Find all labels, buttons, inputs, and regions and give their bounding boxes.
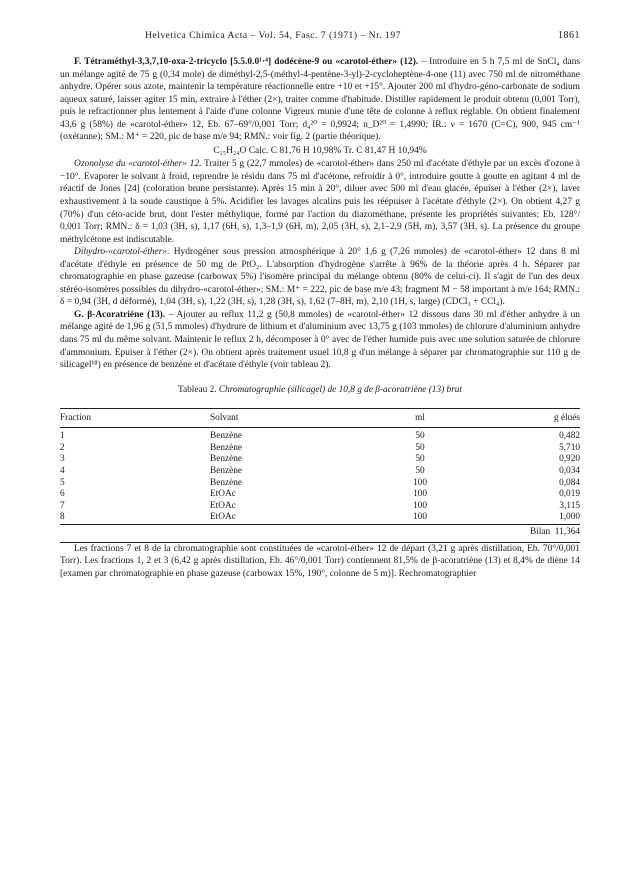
col-header-ml: ml	[360, 408, 480, 428]
cell-ml: 50	[415, 466, 425, 477]
table-bilan-row	[60, 525, 580, 539]
section-g-text: – Ajouter au reflux 11,2 g (50,8 mmoles) de «carotol-éther» 12 dissous dans 30 ml d'éther anhydre à un mélange agité de 1,96 g (51,5 mmoles) d'hydrure de lithium et d'aluminium avec 13,75 g (103 mmoles) de chlorure d'aluminium anhydre dans 75 ml du même solvant. Maintenir le reflux 2 h, décomposer à 0° avec de l'éther humide puis avec une solution saturée de chlorure d'ammonium. Epuiser à l'éther (2×). On obtient après traitement usuel 10,8 g d'un mélange à séparer par chromatographie sur 110 g de silicagel¹⁸) en présence de benzène et d'acétate d'éthyle (voir tableau 2).	[60, 309, 581, 371]
table-row	[60, 428, 580, 443]
cell-solvant: EtOAc	[210, 500, 236, 511]
cell-fraction: 6	[60, 489, 65, 500]
elemental-analysis: C₁₅H₂₄O Calc. C 81,76 H 10,98% Tr. C 81,47 H 10,94%	[213, 145, 427, 156]
bilan-cell	[480, 525, 580, 539]
cell-g: 1,000	[559, 512, 580, 523]
cell-ml: 100	[413, 512, 427, 523]
cell-g: 0,019	[559, 489, 580, 500]
running-head: Helvetica Chimica Acta – Vol. 54, Fasc. 7 (1971) – Nr. 197	[145, 30, 401, 41]
section-g-paragraph	[60, 309, 580, 372]
bilan-value: 11,364	[554, 527, 580, 538]
col-header-fraction: Fraction	[60, 408, 210, 428]
table-caption	[60, 384, 580, 396]
cell-g: 0,084	[559, 477, 580, 488]
cell-fraction: 1	[60, 431, 65, 442]
cell-ml: 100	[413, 477, 427, 488]
dihydro-paragraph	[60, 246, 580, 309]
col-header-solvant: Solvant	[210, 408, 360, 428]
cell-fraction: 7	[60, 500, 65, 511]
cell-solvant: Benzène	[210, 431, 243, 442]
col-header-g-elues: g élués	[480, 408, 580, 428]
table-row	[60, 501, 580, 513]
table-row	[60, 443, 580, 455]
table-header-row	[60, 408, 580, 428]
section-f-number: (12).	[400, 57, 419, 67]
cell-solvant: Benzène	[210, 477, 243, 488]
ozonolysis-lead: Ozonolyse du «carotol-éther» 12.	[74, 159, 202, 170]
section-f-title: F. Tétraméthyl-3,3,7,10-oxa-2-tricyclo [5.5.0.0¹·⁴] dodécène-9 ou «carotol-éther»	[74, 57, 398, 67]
cell-fraction: 2	[60, 442, 65, 453]
closing-paragraph: Les fractions 7 et 8 de la chromatographie sont constituées de «carotol-éther» 12 de départ (3,21 g après distillation, Eb. 70°/0,001 Torr). Les fractions 1, 2 et 3 (6,42 g après distillation, Eb. 46°/0,001 Torr) contiennent 81,5% de β-acoratriène (13) et 8,4% de diène 14 [examen par chromatographie en phase gazeuse (carbowax 15%, 190°, colonne de 5 m)]. Rechromatographier	[60, 543, 580, 579]
bilan-label: Bilan	[529, 527, 551, 538]
cell-g: 5,710	[559, 442, 580, 453]
ozonolysis-text: Traiter 5 g (22,7 mmoles) de «carotol-éther» dans 250 ml d'acétate d'éthyle par un excès d'ozone à −10°. Evaporer le solvant à froid, reprendre le résidu dans 75 ml d'acétone, refroidir à 0°, introduire goutte à goutte en agitant 4 ml de réactif de Jones [24] (coloration brune persistante). Après 15 min à 20°, diluer avec 500 ml d'eau glacée, épuiser à l'éther (2×), laver exhaustivement à la soude caustique à 5%. Acidifier les lavages alcalins puis les réépuiser à l'acétate d'éthyle (2×). On obtient 4,27 g (70%) d'un céto-acide brut, dont l'ester méthylique, formé par l'action du diazométhane, présente les propriétés suivantes: Eb. 128°/ 0,001 Torr; RMN.: δ = 1,03 (3H, s), 1,17 (6H, s), 1,3–1,9 (6H, m), 2,05 (3H, s), 2,1–2,9 (5H, m), 3,57 (3H, s). La présence du groupe méthylcétone est indiscutable.	[60, 159, 580, 245]
table-row	[60, 466, 580, 478]
table-caption-label: Tableau 2.	[177, 384, 217, 395]
dihydro-lead: Dihydro-«carotol-éther».	[74, 247, 170, 258]
cell-fraction: 5	[60, 477, 65, 488]
cell-solvant: Benzène	[210, 454, 243, 465]
cell-solvant: Benzène	[210, 466, 243, 477]
cell-fraction: 8	[60, 512, 65, 523]
cell-g: 0,482	[559, 431, 580, 442]
section-g-title: G. β-Acoratriène (13).	[74, 309, 166, 320]
cell-solvant: EtOAc	[210, 512, 236, 523]
cell-g: 0,920	[559, 454, 580, 465]
cell-g: 3,115	[559, 500, 580, 511]
section-f-text: – Introduire en 5 h 7,5 ml de SnCl₄ dans un mélange agité de 75 g (0,34 mole) de diméthyl-2,5-(méthyl-4-pentène-3-yl)-2-cycloheptène-4-one (11) avec 750 ml de nitrométhane anhydre. Opérer sous azote, maintenir la température réactionnelle entre +10 et +15°. Ajouter 200 ml d'hydro-géno-carbonate de sodium aqueux saturé, laisser agiter 15 min, extraire à l'éther (2×), traiter comme d'habitude. Distiller rapidement le produit obtenu (0,001 Torr), puis le refractionner plus lentement à l'aide d'une colonne Vigreux munie d'une tête de colonne à reflux réglable. On obtient finalement 43,6 g (58%) de «carotol-éther» 12, Eb. 67–69°/0,001 Torr; d₄²⁰ = 0,9924; n_D²⁰ = 1,4990; IR.: ν = 1670 (C=C), 900, 945 cm⁻¹ (oxétanne); SM.: M⁺ = 220, pic de base m/e 94; RMN.: voir fig. 2 (partie théorique).	[60, 57, 581, 143]
cell-ml: 50	[415, 454, 425, 465]
page-header	[60, 30, 580, 44]
page-number: 1861	[558, 30, 580, 41]
table-row	[60, 489, 580, 501]
cell-fraction: 3	[60, 454, 65, 465]
dihydro-text: Hydrogéner sous pression atmosphérique à 20° 1,6 g (7,26 mmoles) de «carotol-éther» 12 dans 8 ml d'acétate d'éthyle en présence de 50 mg de PtO₂. L'absorption d'hydrogène s'arrête à 96% de la théorie après 4 h. Séparer par chromatographie en phase gazeuse (carbowax 5%) l'isomère principal du mélange obtenu (80% de celui-ci). Il s'agit de l'un des deux stéréo-isomères possibles du dihydro-«carotol-éther»; SM.: M⁺ = 222, pic de base m/e 43; fragment M − 58 important à m/e 164; RMN.: δ = 0,94 (3H, d déformé), 1,04 (3H, s), 1,22 (3H, s), 1,28 (3H, s), 1,62 (7–8H, m), 2,10 (1H, s, large) (CDCl₃ + CCl₄).	[60, 247, 580, 308]
article-body	[60, 56, 580, 580]
cell-ml: 100	[413, 500, 427, 511]
table-caption-text: Chromatographie (silicagel) de 10,8 g de β-acoratriène (13) brut	[218, 384, 463, 395]
cell-fraction: 4	[60, 466, 65, 477]
table-row	[60, 454, 580, 466]
cell-g: 0,034	[559, 466, 580, 477]
chromatography-table	[60, 408, 580, 539]
section-f-paragraph	[60, 56, 580, 144]
cell-ml: 50	[415, 442, 425, 453]
journal-page	[60, 30, 580, 580]
cell-ml: 50	[415, 431, 425, 442]
cell-solvant: EtOAc	[210, 489, 236, 500]
cell-ml: 100	[413, 489, 427, 500]
cell-solvant: Benzène	[210, 442, 243, 453]
ozonolysis-paragraph	[60, 158, 580, 246]
table-row	[60, 478, 580, 490]
table-row	[60, 512, 580, 524]
